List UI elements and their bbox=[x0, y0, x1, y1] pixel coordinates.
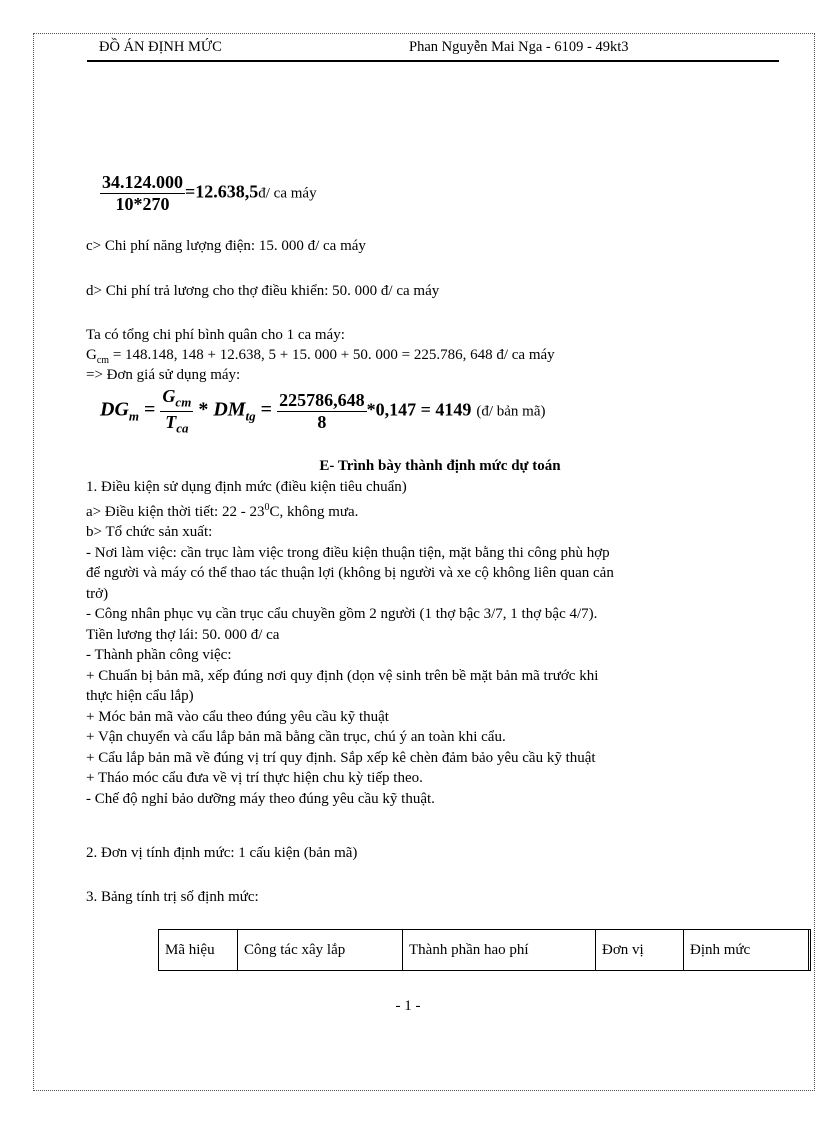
section-line: thực hiện cẩu lắp) bbox=[86, 688, 194, 704]
col-header-extra bbox=[809, 930, 811, 971]
col-header-code: Mã hiệu bbox=[159, 930, 238, 971]
multiply-sign: * bbox=[198, 398, 209, 421]
gcm-numerator bbox=[160, 386, 193, 412]
section-line: - Công nhân phục vụ cần trục cẩu chuyền gồm 2 người (1 thợ bậc 3/7, 1 thợ bậc 4/7). bbox=[86, 606, 598, 622]
cost-over-hours bbox=[277, 390, 367, 433]
dg-subscript: m bbox=[128, 408, 140, 424]
equals-sign-2: = bbox=[260, 398, 273, 421]
section-line: để người và máy có thể thao tác thuận lợi (không bị người và xe cộ không liên quan cản bbox=[86, 565, 614, 581]
equals-sign: = bbox=[144, 398, 156, 421]
formula-fraction bbox=[100, 172, 185, 215]
section-line: + Tháo móc cẩu đưa về vị trí thực hiện chu kỳ tiếp theo. bbox=[86, 770, 423, 786]
norm-table bbox=[158, 929, 811, 971]
line-total-intro: Ta có tổng chi phí bình quân cho 1 ca máy: bbox=[86, 327, 345, 343]
weather-text: a> Điều kiện thời tiết: 22 - 23 bbox=[86, 503, 265, 520]
fraction-denominator: 10*270 bbox=[115, 194, 170, 214]
section-line: + Chuẩn bị bản mã, xếp đúng nơi quy định (dọn vệ sinh trên bề mặt bản mã trước khi bbox=[86, 667, 599, 684]
t-symbol: T bbox=[165, 411, 177, 432]
g-symbol: G bbox=[162, 386, 176, 406]
section-line: - Thành phần công việc: bbox=[86, 647, 232, 663]
section-line: - Chế độ nghỉ bảo dưỡng máy theo đúng yêu cầu kỹ thuật. bbox=[86, 790, 435, 807]
dm-symbol: DM bbox=[213, 398, 246, 421]
formula-unit-price bbox=[100, 386, 545, 436]
formula-unit: đ/ ca máy bbox=[258, 185, 317, 202]
gcm-symbol: G bbox=[86, 347, 97, 363]
gcm-subscript: cm bbox=[96, 355, 110, 366]
fraction-numerator: 34.124.000 bbox=[102, 172, 183, 192]
dg-symbol: DG bbox=[100, 398, 129, 421]
line-operator-wage: d> Chi phí trả lương cho thợ điều khiển: 50. 000 đ/ ca máy bbox=[86, 283, 440, 299]
section-line: Tiền lương thợ lái: 50. 000 đ/ ca bbox=[86, 626, 280, 643]
page-number: - 1 - bbox=[395, 998, 421, 1014]
section-line: - Nơi làm việc: cần trục làm việc trong điều kiện thuận tiện, mặt bằng thi công phù hợp bbox=[86, 544, 610, 561]
col-header-norm: Định mức bbox=[684, 930, 809, 971]
dm-subscript: tg bbox=[245, 408, 256, 424]
hours-denominator: 8 bbox=[317, 411, 327, 432]
gcm-over-tca bbox=[160, 386, 193, 436]
page-header bbox=[87, 38, 779, 62]
header-title: ĐỒ ÁN ĐỊNH MỨC bbox=[99, 39, 222, 55]
col-header-component: Thành phần hao phí bbox=[403, 930, 596, 971]
section-line: 1. Điều kiện sử dụng định mức (điều kiện tiêu chuẩn) bbox=[86, 479, 407, 495]
cost-numerator: 225786,648 bbox=[279, 389, 365, 410]
tca-denominator bbox=[160, 412, 193, 437]
formula-unit-price-unit: (đ/ bản mã) bbox=[476, 403, 546, 420]
section-line bbox=[86, 498, 614, 523]
section-body bbox=[86, 477, 614, 809]
table-intro: 3. Bảng tính trị số định mức: bbox=[86, 889, 259, 905]
col-header-unit: Đơn vị bbox=[596, 930, 684, 971]
section-line: trở) bbox=[86, 585, 109, 602]
section-line: b> Tổ chức sản xuất: bbox=[86, 524, 213, 540]
line-electricity-cost: c> Chi phí năng lượng điện: 15. 000 đ/ ca máy bbox=[86, 238, 366, 254]
section-title: E- Trình bày thành định mức dự toán bbox=[319, 458, 561, 474]
formula-cost-per-shift bbox=[100, 172, 317, 215]
degree-superscript: 0 bbox=[264, 501, 270, 513]
g-subscript: cm bbox=[175, 394, 192, 410]
gcm-expression: = 148.148, 148 + 12.638, 5 + 15. 000 + 50. 000 = 225.786, 648 đ/ ca máy bbox=[109, 347, 555, 363]
section-line: + Vận chuyển và cẩu lắp bản mã bằng cần trục, chú ý an toàn khi cẩu. bbox=[86, 729, 506, 745]
unit-of-norm: 2. Đơn vị tính định mức: 1 cấu kiện (bản mã) bbox=[86, 845, 358, 861]
weather-text-end: C, không mưa. bbox=[269, 503, 359, 520]
table-header-row bbox=[159, 930, 811, 971]
t-subscript: ca bbox=[176, 420, 189, 436]
section-line: + Cẩu lắp bản mã về đúng vị trí quy định. Sắp xếp kê chèn đảm bảo yêu cầu kỹ thuật bbox=[86, 749, 596, 766]
formula-tail: *0,147 = 4149 bbox=[366, 399, 472, 420]
formula-result: =12.638,5 bbox=[185, 181, 259, 202]
header-author: Phan Nguyễn Mai Nga - 6109 - 49kt3 bbox=[409, 39, 629, 55]
section-line: + Móc bản mã vào cẩu theo đúng yêu cầu kỹ thuật bbox=[86, 708, 389, 725]
line-unit-price-intro: => Đơn giá sử dụng máy: bbox=[86, 367, 241, 383]
col-header-work: Công tác xây lắp bbox=[238, 930, 403, 971]
